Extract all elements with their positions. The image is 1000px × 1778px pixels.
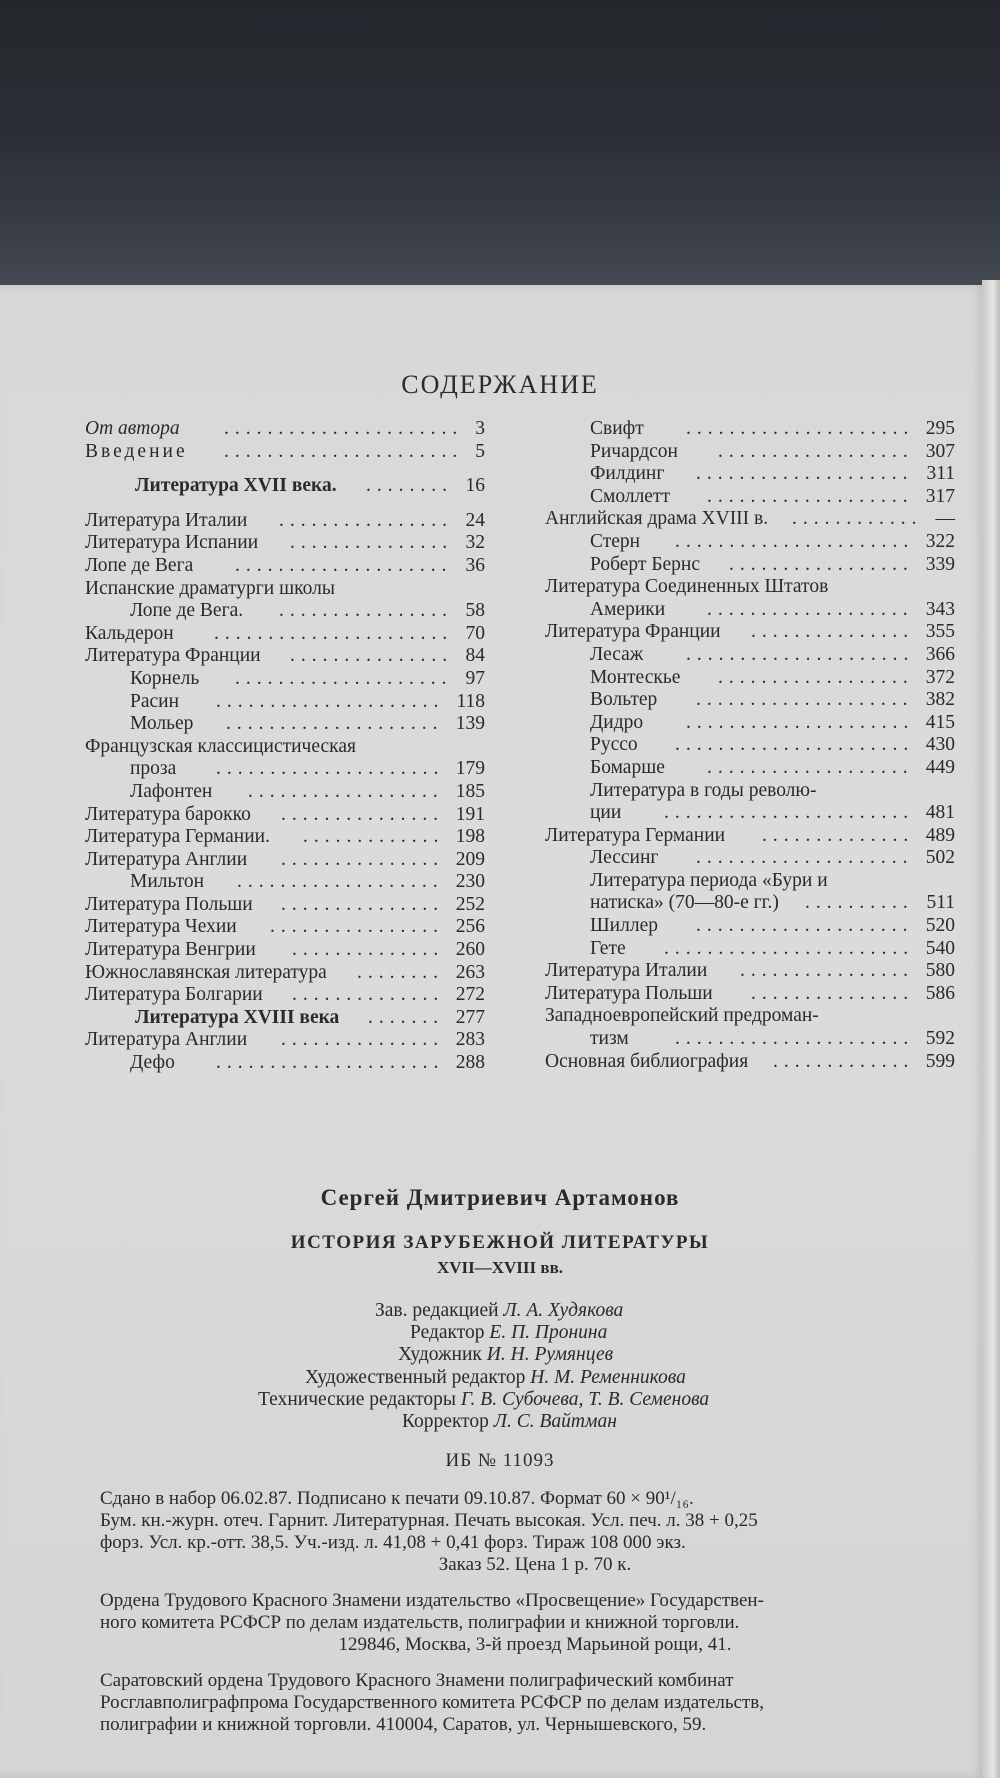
toc-entry-title: Шиллер xyxy=(590,915,658,937)
toc-leader-dots: ............... xyxy=(281,803,445,825)
toc-entry-title: Французская классицистическая xyxy=(85,735,356,757)
toc-entry-title: Смоллетт xyxy=(590,485,670,507)
toc-entry xyxy=(85,418,485,441)
toc-page-number: 355 xyxy=(925,621,955,643)
toc-page-number: 311 xyxy=(926,463,955,485)
toc-leader-dots: ............... xyxy=(281,893,445,915)
toc-entry-title: Мильтон xyxy=(130,871,205,893)
toc-leader-dots: ...................... xyxy=(675,530,915,552)
toc-spacer xyxy=(85,498,485,510)
publisher-line: ного комитета РСФСР по делам издательств, полиграфии и книжной торговли. xyxy=(100,1612,740,1633)
toc-entry-title: Английская драма XVIII в. xyxy=(545,508,769,530)
toc-page-number: 599 xyxy=(925,1050,955,1072)
toc-page-number: 252 xyxy=(455,893,485,915)
toc-page-number: 272 xyxy=(455,984,485,1006)
toc-page-number: 481 xyxy=(925,802,955,824)
toc-entry xyxy=(85,645,485,668)
toc-entry-title: Лафонтен xyxy=(130,780,213,802)
toc-leader-dots: ................. xyxy=(729,553,914,575)
toc-leader-dots: ............... xyxy=(751,982,915,1004)
toc-leader-dots: ....................... xyxy=(664,937,915,959)
toc-leader-dots: ................... xyxy=(707,598,914,620)
toc-leader-dots: ..................... xyxy=(216,1052,445,1074)
toc-page-number: 32 xyxy=(465,532,485,554)
toc-leader-dots: ................ xyxy=(279,509,453,531)
toc-leader-dots: ..................... xyxy=(686,711,915,733)
toc-leader-dots: .............. xyxy=(292,939,445,961)
toc-entry xyxy=(545,667,955,690)
toc-leader-dots: ................ xyxy=(740,960,914,982)
toc-right-column xyxy=(545,418,955,1073)
toc-entry-title: Лессинг xyxy=(590,847,659,869)
toc-page-number: 430 xyxy=(925,734,955,756)
staff-role: Художественный редактор xyxy=(305,1367,531,1388)
toc-leader-dots: ....................... xyxy=(664,802,915,824)
toc-page-number: 586 xyxy=(925,982,955,1004)
toc-page-number: 36 xyxy=(465,554,485,576)
toc-page-number: 118 xyxy=(456,690,485,712)
toc-page-number: 185 xyxy=(455,780,485,802)
toc-entry xyxy=(545,734,955,757)
toc-page-number: 511 xyxy=(926,892,955,914)
toc-entry xyxy=(545,825,955,848)
toc-entry xyxy=(85,623,485,646)
toc-spacer xyxy=(85,463,485,475)
toc-entry xyxy=(545,938,955,961)
toc-entry xyxy=(85,916,485,939)
toc-page-number: 84 xyxy=(465,645,485,667)
toc-entry-title: Литература периода «Бури и xyxy=(590,869,828,891)
staff-name: Н. М. Ременникова xyxy=(530,1367,686,1388)
toc-entry-title: Расин xyxy=(130,690,180,712)
toc-entry-title: Литература Венгрии xyxy=(85,939,256,961)
toc-entry-title: Вольтер xyxy=(590,689,658,711)
toc-entry xyxy=(545,1028,955,1051)
staff-line xyxy=(305,1367,686,1389)
toc-leader-dots: ..................... xyxy=(216,690,445,712)
toc-page-number: 580 xyxy=(925,960,955,982)
toc-entry-title: натиска» (70—80-е гг.) xyxy=(590,892,779,914)
toc-page-number: 540 xyxy=(925,937,955,959)
toc-page-number: 415 xyxy=(925,711,955,733)
toc-entry xyxy=(545,554,955,577)
toc-entry xyxy=(85,1007,485,1030)
toc-page-number: 97 xyxy=(465,667,485,689)
toc-entry-title: Основная библиография xyxy=(545,1050,749,1072)
toc-leader-dots: ...................... xyxy=(224,418,464,439)
toc-entry xyxy=(545,780,955,803)
toc-entry-title: Литература Италии xyxy=(85,509,248,531)
toc-leader-dots: ........ xyxy=(366,475,453,497)
print-info-line: форз. Усл. кр.-отт. 38,5. Уч.-изд. л. 41,08 + 0,41 форз. Тираж 108 000 экз. xyxy=(100,1532,686,1553)
toc-entry-title: Лопе де Вега. xyxy=(130,600,244,622)
toc-page-number: 307 xyxy=(925,440,955,462)
toc-left-column xyxy=(85,418,485,1075)
toc-page-number: 343 xyxy=(925,598,955,620)
toc-entry-title: Литература Испании xyxy=(85,532,259,554)
toc-entry xyxy=(545,418,955,441)
toc-entry xyxy=(545,1005,955,1028)
staff-line xyxy=(375,1300,623,1322)
printer-info xyxy=(100,1670,970,1736)
toc-page-number: 502 xyxy=(925,847,955,869)
toc-leader-dots: ............. xyxy=(303,826,445,848)
toc-page-number: 592 xyxy=(925,1028,955,1050)
toc-entry-title: Литература Франции xyxy=(545,621,721,643)
toc-entry xyxy=(85,826,485,849)
publisher-line: 129846, Москва, 3-й проезд Марьиной рощи, 41. xyxy=(338,1634,732,1655)
staff-name: Е. П. Пронина xyxy=(489,1322,608,1343)
toc-entry-title: Литература барокко xyxy=(85,803,251,825)
book-title: ИСТОРИЯ ЗАРУБЕЖНОЙ ЛИТЕРАТУРЫ xyxy=(290,1232,710,1253)
toc-entry-title: Южнославянская литература xyxy=(85,961,327,983)
toc-page-number: 449 xyxy=(925,756,955,778)
toc-page-number: 283 xyxy=(455,1029,485,1051)
page-edge xyxy=(982,280,1000,1778)
toc-page-number: 288 xyxy=(455,1052,485,1074)
toc-entry-title: Литература Англии xyxy=(85,848,248,870)
toc-entry-title: Литература Чехии xyxy=(85,916,237,938)
toc-leader-dots: ............... xyxy=(290,645,454,667)
toc-entry xyxy=(85,555,485,578)
background-surface xyxy=(0,0,1000,300)
staff-line xyxy=(402,1411,617,1433)
toc-entry-title: Корнель xyxy=(130,667,200,689)
toc-entry-title: Монтескье xyxy=(590,666,681,688)
toc-leader-dots: ........ xyxy=(357,961,444,983)
toc-entry xyxy=(545,576,955,599)
toc-page-number: 263 xyxy=(455,961,485,983)
toc-entry xyxy=(85,441,485,464)
toc-entry xyxy=(545,712,955,735)
toc-entry-title: Литература Италии xyxy=(545,960,708,982)
publisher-line: Ордена Трудового Красного Знамени издательство «Просвещение» Государствен- xyxy=(100,1590,764,1611)
toc-entry-title: тизм xyxy=(590,1028,629,1050)
staff-name: Л. А. Худякова xyxy=(503,1300,624,1321)
toc-page-number: 209 xyxy=(455,848,485,870)
toc-leader-dots: .................... xyxy=(696,463,914,485)
staff-role: Художник xyxy=(398,1344,487,1365)
toc-entry xyxy=(545,508,955,531)
toc-page-number: 372 xyxy=(925,666,955,688)
staff-role: Корректор xyxy=(402,1411,494,1432)
toc-entry-title: Литература XVIII века xyxy=(135,1006,340,1028)
toc-entry-title: Западноевропейский предроман- xyxy=(545,1005,819,1027)
toc-entry xyxy=(85,668,485,691)
toc-entry xyxy=(85,962,485,985)
toc-entry-title: Литература XVII века. xyxy=(135,475,337,497)
toc-entry xyxy=(545,915,955,938)
toc-page-number: 256 xyxy=(455,916,485,938)
toc-entry-title: Филдинг xyxy=(590,463,665,485)
toc-entry xyxy=(545,870,955,893)
toc-entry xyxy=(545,531,955,554)
toc-page-number: 16 xyxy=(465,475,485,497)
toc-leader-dots: .............. xyxy=(292,984,445,1006)
toc-entry xyxy=(85,1052,485,1075)
toc-leader-dots: .................... xyxy=(696,689,914,711)
toc-entry-title: ции xyxy=(590,802,622,824)
toc-page-number: 58 xyxy=(465,600,485,622)
toc-entry-title: Испанские драматурги школы xyxy=(85,577,335,599)
toc-entry-title: проза xyxy=(130,758,177,780)
toc-leader-dots: ...................... xyxy=(224,440,464,462)
toc-entry xyxy=(545,441,955,464)
toc-entry xyxy=(545,802,955,825)
toc-leader-dots: ................... xyxy=(707,485,914,507)
staff-role: Технические редакторы xyxy=(258,1389,461,1410)
printer-line: полиграфии и книжной торговли. 410004, Саратов, ул. Чернышевского, 59. xyxy=(100,1714,707,1735)
toc-entry xyxy=(85,736,485,759)
toc-page-number: 322 xyxy=(925,530,955,552)
toc-page-number: 191 xyxy=(455,803,485,825)
toc-entry-title: Америки xyxy=(590,598,666,620)
staff-name: И. Н. Румянцев xyxy=(486,1344,614,1365)
toc-entry xyxy=(545,1051,955,1074)
print-info-line: Бум. кн.-журн. отеч. Гарнит. Литературная. Печать высокая. Усл. печ. л. 38 + 0,25 xyxy=(100,1510,758,1531)
publisher-info xyxy=(100,1590,970,1656)
toc-entry xyxy=(85,758,485,781)
toc-entry-title: Кальдерон xyxy=(85,622,174,644)
toc-entry-title: Литература Соединенных Штатов xyxy=(545,576,829,598)
author-name: Сергей Дмитриевич Артамонов xyxy=(320,1185,680,1210)
toc-entry xyxy=(545,689,955,712)
toc-leader-dots: ................... xyxy=(237,871,444,893)
print-info-line: Сдано в набор 06.02.87. Подписано к печати 09.10.87. Формат 60 × 90¹/₁₆. xyxy=(100,1488,694,1509)
toc-entry-title: Мольер xyxy=(130,713,194,735)
toc-leader-dots: ..................... xyxy=(686,643,915,665)
toc-entry-title: Литература Польши xyxy=(85,893,253,915)
toc-leader-dots: .................. xyxy=(248,780,444,802)
toc-entry-title: Литература Германии xyxy=(545,824,726,846)
toc-page-number: 139 xyxy=(455,713,485,735)
toc-entry xyxy=(545,463,955,486)
toc-leader-dots: .................. xyxy=(718,440,914,462)
toc-entry xyxy=(85,510,485,533)
toc-entry-title: Введение xyxy=(85,440,188,462)
toc-entry xyxy=(545,892,955,915)
toc-entry xyxy=(545,983,955,1006)
toc-entry xyxy=(85,894,485,917)
toc-leader-dots: ...................... xyxy=(214,622,454,644)
toc-entry-title: Дефо xyxy=(130,1052,175,1074)
staff-role: Редактор xyxy=(410,1322,490,1343)
toc-entry-title: Литература в годы револю- xyxy=(590,779,817,801)
toc-leader-dots: ...................... xyxy=(675,1028,915,1050)
staff-name: Л. С. Вайтман xyxy=(493,1411,617,1432)
toc-leader-dots: ............... xyxy=(281,848,445,870)
toc-page-number: 366 xyxy=(925,643,955,665)
toc-page-number: 317 xyxy=(925,485,955,507)
toc-page-number: 295 xyxy=(925,418,955,439)
printer-line: Росглавполиграфпрома Государственного комитета РСФСР по делам издательств, xyxy=(100,1692,765,1713)
print-info-line: Заказ 52. Цена 1 р. 70 к. xyxy=(438,1554,632,1575)
toc-entry xyxy=(545,621,955,644)
toc-entry xyxy=(85,984,485,1007)
toc-leader-dots: .............. xyxy=(762,824,915,846)
toc-leader-dots: ............ xyxy=(792,508,923,530)
toc-page-number: 339 xyxy=(925,553,955,575)
toc-page-number: 5 xyxy=(475,440,485,462)
toc-leader-dots: ....... xyxy=(368,1006,445,1028)
toc-leader-dots: .................... xyxy=(235,667,453,689)
book-period: XVII—XVIII вв. xyxy=(436,1258,564,1277)
toc-entry-title: Роберт Бернс xyxy=(590,553,701,575)
toc-entry xyxy=(85,804,485,827)
ib-number: ИБ № 11093 xyxy=(445,1450,555,1471)
staff-line xyxy=(410,1322,607,1344)
toc-leader-dots: ............... xyxy=(751,621,915,643)
toc-entry-title: Ричардсон xyxy=(590,440,678,462)
toc-leader-dots: .................... xyxy=(226,713,444,735)
toc-entry-title: Литература Англии xyxy=(85,1029,248,1051)
toc-page-number: 70 xyxy=(465,622,485,644)
toc-leader-dots: ...................... xyxy=(675,734,915,756)
toc-entry xyxy=(545,486,955,509)
toc-entry xyxy=(85,475,485,498)
staff-line xyxy=(258,1389,709,1411)
toc-page-number: 3 xyxy=(475,418,485,439)
toc-page-number: 260 xyxy=(455,939,485,961)
toc-leader-dots: .......... xyxy=(805,892,914,914)
toc-entry xyxy=(85,578,485,601)
printer-line: Саратовский ордена Трудового Красного Знамени полиграфический комбинат xyxy=(100,1670,734,1691)
staff-line xyxy=(398,1344,613,1366)
toc-leader-dots: ............... xyxy=(281,1029,445,1051)
toc-page-number: 230 xyxy=(455,871,485,893)
print-info xyxy=(100,1488,970,1576)
toc-entry-title: Литература Болгарии xyxy=(85,984,263,1006)
toc-leader-dots: ................ xyxy=(279,600,453,622)
toc-entry xyxy=(85,849,485,872)
toc-leader-dots: .................... xyxy=(696,847,914,869)
toc-entry xyxy=(85,781,485,804)
staff-name: Г. В. Субочева, Т. В. Семенова xyxy=(460,1389,710,1410)
toc-entry-title: Литература Польши xyxy=(545,982,713,1004)
staff-role: Зав. редакцией xyxy=(375,1300,504,1321)
toc-entry xyxy=(545,847,955,870)
toc-entry xyxy=(85,600,485,623)
toc-page-number: — xyxy=(935,508,955,530)
toc-entry-title: Лопе де Вега xyxy=(85,554,194,576)
toc-entry-title: От автора xyxy=(85,418,180,439)
toc-entry-title: Лесаж xyxy=(590,643,644,665)
toc-entry xyxy=(85,939,485,962)
toc-leader-dots: ..................... xyxy=(686,418,915,439)
toc-entry-title: Литература Германии. xyxy=(85,826,270,848)
toc-entry xyxy=(85,871,485,894)
toc-leader-dots: ..................... xyxy=(216,758,445,780)
toc-leader-dots: .................... xyxy=(235,554,453,576)
toc-entry-title: Руссо xyxy=(590,734,638,756)
toc-leader-dots: ................ xyxy=(270,916,444,938)
toc-leader-dots: ................... xyxy=(707,756,914,778)
toc-entry-title: Бомарше xyxy=(590,756,665,778)
toc-page-number: 198 xyxy=(455,826,485,848)
toc-page-number: 489 xyxy=(925,824,955,846)
toc-entry xyxy=(545,960,955,983)
toc-page-number: 24 xyxy=(465,509,485,531)
toc-entry xyxy=(545,599,955,622)
toc-page-number: 277 xyxy=(455,1006,485,1028)
toc-entry xyxy=(85,691,485,714)
toc-leader-dots: .................. xyxy=(718,666,914,688)
toc-entry xyxy=(85,1029,485,1052)
toc-title: СОДЕРЖАНИЕ xyxy=(401,370,599,399)
toc-leader-dots: ............. xyxy=(773,1050,915,1072)
toc-entry-title: Свифт xyxy=(590,418,644,439)
toc-entry xyxy=(85,713,485,736)
toc-page-number: 520 xyxy=(925,915,955,937)
toc-entry xyxy=(545,644,955,667)
toc-entry-title: Гете xyxy=(590,937,626,959)
toc-page-number: 179 xyxy=(455,758,485,780)
toc-entry xyxy=(85,532,485,555)
toc-leader-dots: .................... xyxy=(696,915,914,937)
toc-leader-dots: ............... xyxy=(290,532,454,554)
toc-entry-title: Стерн xyxy=(590,530,641,552)
toc-page-number: 382 xyxy=(925,689,955,711)
toc-entry-title: Литература Франции xyxy=(85,645,261,667)
toc-entry-title: Дидро xyxy=(590,711,644,733)
toc-entry xyxy=(545,757,955,780)
